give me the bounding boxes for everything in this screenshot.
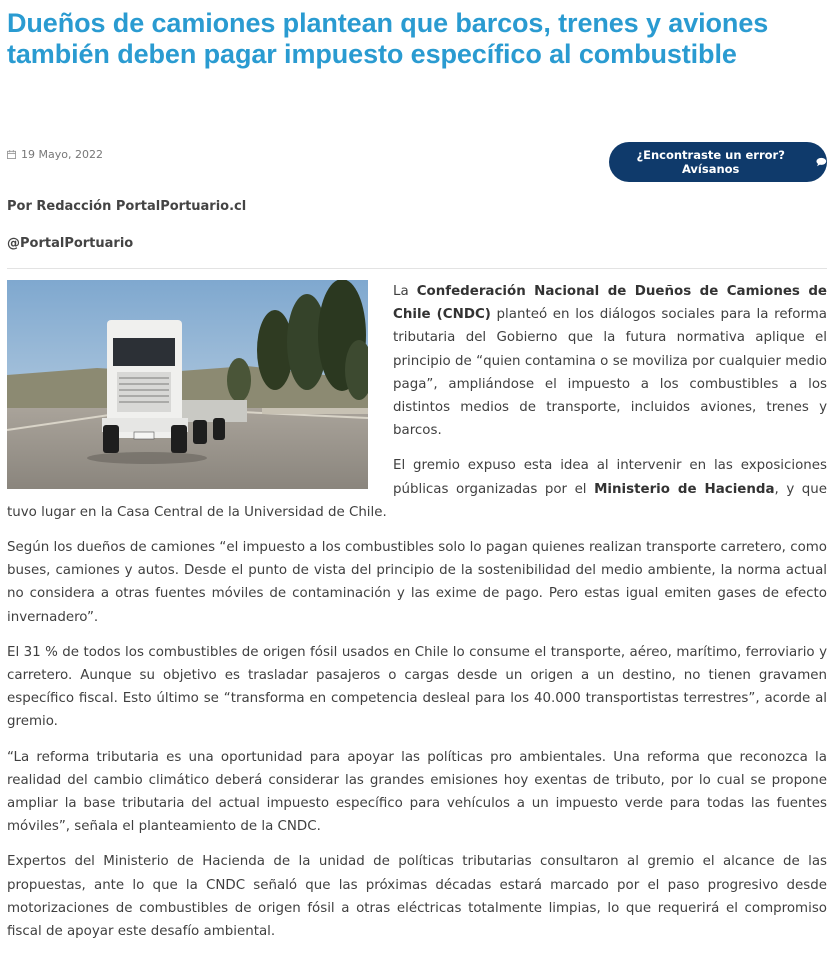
paragraph-3: Según los dueños de camiones “el impuesto a los combustibles solo lo pagan quienes realizan transporte carretero, como buses, camiones y autos. Desde el punto de vista del principio de la sostenibilidad del medio ambiente, la norma actual no considera a otras fuentes móviles de contaminación y las exime de pago. Pero estas igual emiten gases de efecto invernadero”. (7, 540, 827, 625)
paragraph-2: El gremio expuso esta idea al intervenir en las exposiciones públicas organizadas por el Ministerio de Hacienda, y que tuvo lugar en la Casa Central de la Universidad de Chile. (7, 458, 828, 520)
author-handle[interactable] (7, 236, 133, 251)
calendar-icon (7, 150, 16, 159)
paragraph-4: El 31 % de todos los combustibles de origen fósil usados en Chile lo consume el transporte, aéreo, marítimo, ferroviario y carretero. Aunque su objetivo es trasladar pasajeros o cargas desde un origen a un destino, no tienen gravamen específico fiscal. Esto último se “transforma en competencia desleal para los 40.000 transportistas terrestres”, acorde al gremio. (7, 644, 827, 730)
report-error-button[interactable] (609, 142, 827, 182)
publish-date-text: 19 Mayo, 2022 (21, 148, 103, 161)
author-handle-text: @PortalPortuario (7, 236, 134, 251)
paragraph-6: Expertos del Ministerio de Hacienda de la unidad de políticas tributarias consultaron al gremio el alcance de las propuestas, ante lo que la CNDC señaló que las próximas décadas estará marcado por el paso progresivo desde motorizaciones de combustibles de origen fósil a otras eléctricas totalmente limpias, lo que requerirá el compromiso fiscal de apoyar este desafío ambiental. (7, 854, 827, 940)
ministry-name: Ministerio de Hacienda (594, 481, 775, 497)
header-divider (7, 268, 827, 269)
author-byline: Por Redacción PortalPortuario.cl (7, 199, 247, 214)
report-error-label: ¿Encontraste un error? Avísanos (636, 148, 785, 176)
article-title: Dueños de camiones plantean que barcos, trenes y aviones también deben pagar impuesto específico al combustible (7, 8, 769, 69)
article-body (7, 280, 827, 955)
chat-bubble-icon (816, 157, 827, 167)
publish-date (7, 148, 103, 161)
paragraph-5: “La reforma tributaria es una oportunidad para apoyar las políticas pro ambientales. Una reforma que reconozca la realidad del cambio climático deberá considerar las grandes emisiones hoy exentas de tributo, por lo cual se propone ampliar la base tributaria del actual impuesto específico para vehículos a un impuesto verde para todas las fuentes móviles”, señala el planteamiento de la CNDC. (7, 749, 827, 835)
org-name: Confederación Nacional de Dueños de Camiones de Chile (CNDC) (393, 284, 827, 323)
paragraph-1: La Confederación Nacional de Dueños de Camiones de Chile (CNDC) planteó en los diálogos sociales para la reforma tributaria del Gobierno que la futura normativa aplique el principio de “quien contamina o se moviliza por cualquier medio paga”, ampliándose el impuesto a los combustibles a los distintos medios de transporte, incluidos aviones, trenes y barcos. (393, 284, 827, 439)
truck-photo (7, 280, 368, 489)
